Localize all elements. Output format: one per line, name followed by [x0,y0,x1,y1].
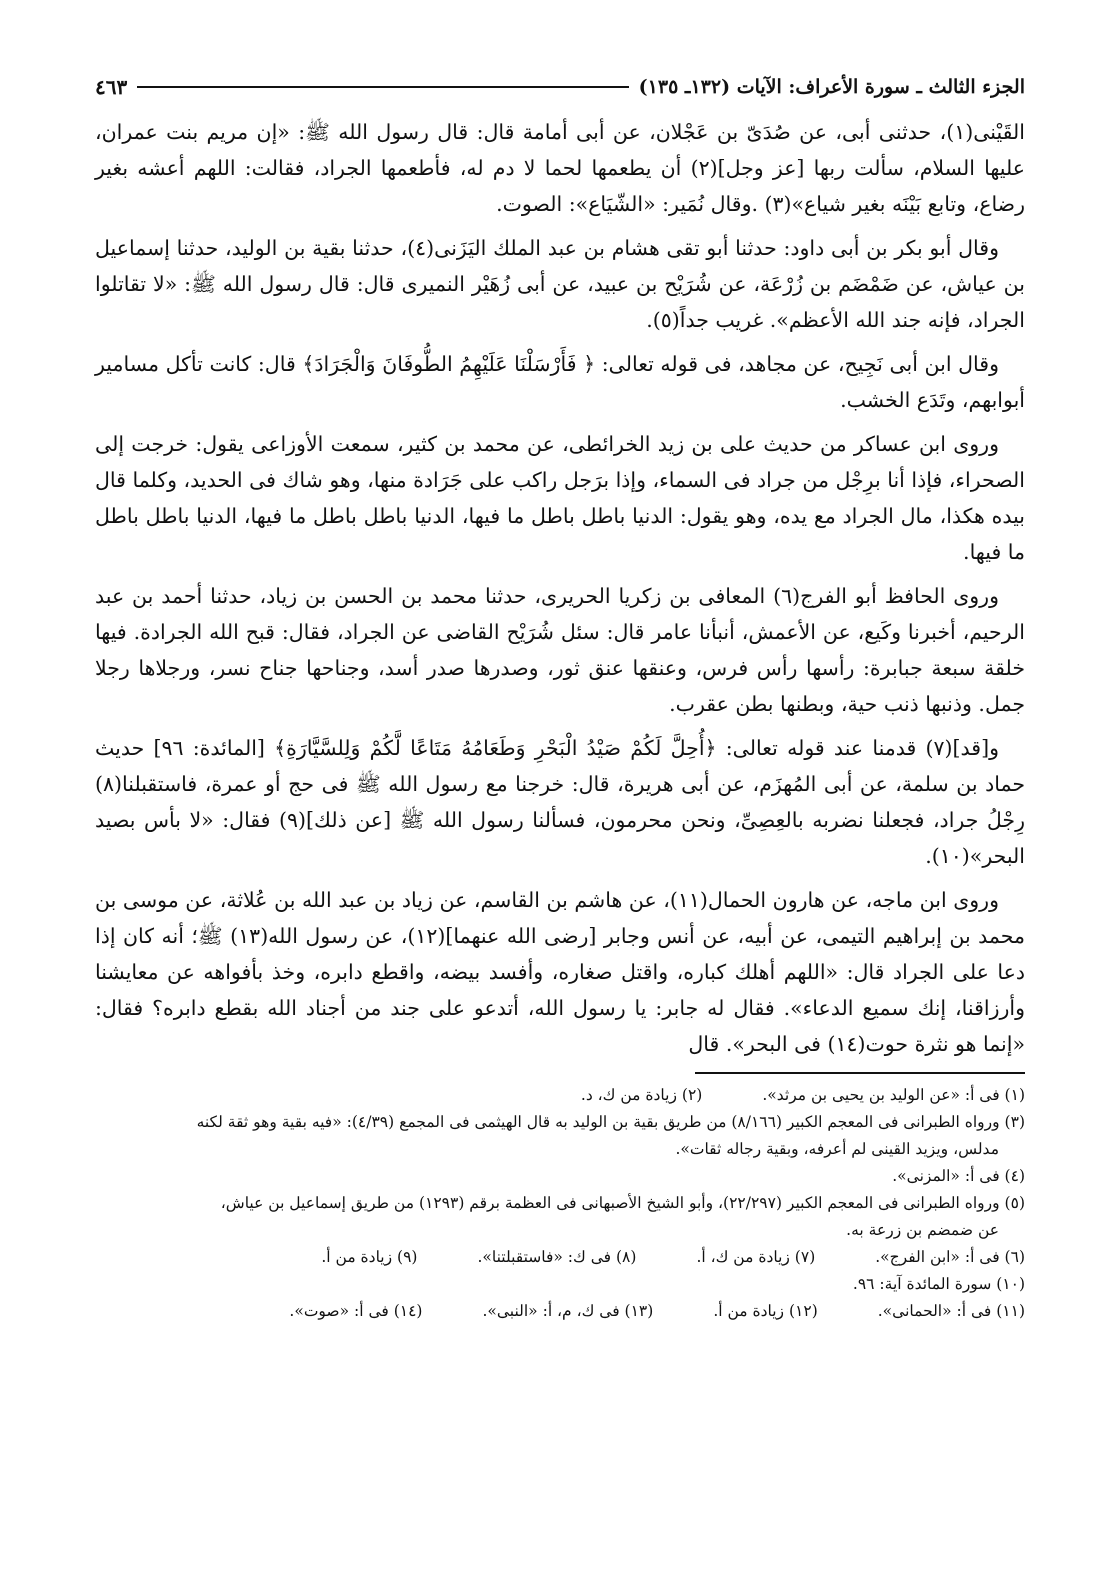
footnote-continuation: عن ضمضم بن زرعة به. [846,1221,999,1239]
paragraph: وروى الحافظ أبو الفرج(٦) المعافى بن زكريا الحريرى، حدثنا محمد بن الحسن بن زياد، حدثنا أحمد بن عبد الرحيم، أخبرنا وكَيع، عن الأعمش، أنبأنا عامر قال: سئل شُرَيْح القاضى عن الجراد، فقال: قبح الله الجرادة. فيها خلقة سبعة جبابرة: رأسها رأس فرس، وعنقها عنق ثور، وصدرها صدر أسد، وجناحها جناح نسر، ورجلاها رجلا جمل. وذنبها ذنب حية، وبطنها بطن عقرب. [95,584,1025,716]
paragraph: القَيْنى(١)، حدثنى أبى، عن صُدَىّ بن عَجْلان، عن أبى أمامة قال: قال رسول الله ﷺ: «إن مريم بنت عمران، عليها السلام، سألت ربها [عز وجل](٢) أن يطعمها لحما لا دم له، فأطعمها الجراد، فقالت: اللهم أعشه بغير رضاع، وتابع بَيْنَه بغير شياع»(٣) .وقال نُمَير: «الشّيَاع»: الصوت. [95,120,1025,216]
footnote: (١٢) زيادة من أ. [713,1302,818,1320]
footnote: (١١) فى أ: «الحمانى». [877,1302,1025,1320]
footnote: (٥) ورواه الطبرانى فى المعجم الكبير (٢٢/٢٩٧)، وأبو الشيخ الأصبهانى فى العظمة برقم (١٢٩٣) من طريق إسماعيل بن عياش، [220,1194,1025,1212]
footnote: (٢) زيادة من ك، د. [580,1086,703,1104]
footnote: (١) فى أ: «عن الوليد بن يحيى بن مرثد». [762,1086,1025,1104]
footnotes [95,1082,1025,1325]
page-number: ٤٦٣ [95,75,128,99]
main-text [95,114,1025,1062]
paragraph: و[قد](٧) قدمنا عند قوله تعالى: ﴿أُحِلَّ لَكُمْ صَيْدُ الْبَحْرِ وَطَعَامُهُ مَتَاعًا لَّكُمْ وَلِلسَّيَّارَةِ﴾ [المائدة: ٩٦] حديث حماد بن سلمة، عن أبى المُهزَم، عن أبى هريرة، قال: خرجنا مع رسول الله ﷺ فى حج أو عمرة، فاستقبلنا(٨) رِجْلُ جراد، فجعلنا نضربه بالعِصِىِّ، ونحن محرمون، فسألنا رسول الله ﷺ [عن ذلك](٩) فقال: «لا بأس بصيد البحر»(١٠). [95,736,1026,868]
footnote-separator [695,1072,1025,1074]
footnote: (٧) زيادة من ك، أ. [696,1248,816,1266]
footnote: (١٠) سورة المائدة آية: ٩٦. [852,1275,1025,1293]
paragraph: وقال أبو بكر بن أبى داود: حدثنا أبو تقى هشام بن عبد الملك اليَزَنى(٤)، حدثنا بقية بن الوليد، حدثنا إسماعيل بن عياش، عن ضَمْضَم بن زُرْعَة، عن شُرَيْح بن عبيد، عن أبى زُهَيْر النميرى قال: قال رسول الله ﷺ: «لا تقاتلوا الجراد، فإنه جند الله الأعظم». غريب جداً(٥). [95,236,1025,332]
footnote-continuation: مدلس، ويزيد القينى لم أعرفه، وبقية رجاله ثقات». [675,1140,999,1158]
running-header [95,70,1025,104]
footnote: (١٤) فى أ: «صوت». [289,1302,423,1320]
footnote: (٩) زيادة من أ. [321,1248,418,1266]
footnote: (٤) فى أ: «المزنى». [892,1167,1025,1185]
paragraph: وروى ابن عساكر من حديث على بن زيد الخرائطى، عن محمد بن كثير، سمعت الأوزاعى يقول: خرجت إلى الصحراء، فإذا أنا برِجْل من جراد فى السماء، وإذا برَجل راكب على جَرَادة منها، وهو شاك فى الحديد، وكلما قال بيده هكذا، مال الجراد مع يده، وهو يقول: الدنيا باطل باطل ما فيها، الدنيا باطل باطل ما فيها، الدنيا باطل باطل ما فيها. [95,432,1025,564]
paragraph: وقال ابن أبى نَجِيح، عن مجاهد، فى قوله تعالى: ﴿ فَأَرْسَلْنَا عَلَيْهِمُ الطُّوفَانَ وَالْجَرَادَ﴾ قال: كانت تأكل مسامير أبوابهم، وتَدَع الخشب. [95,352,1025,412]
book-page [95,70,1025,1325]
footnote-row [95,1298,1025,1325]
footnote: (٨) فى ك: «فاستقبلتنا». [477,1248,637,1266]
footnote: (١٣) فى ك، م، أ: «النبى». [482,1302,654,1320]
footnote-row [95,1244,1025,1271]
footnote-row [95,1082,1025,1109]
header-title: الجزء الثالث ـ سورة الأعراف: الآيات (١٣٢ـ ١٣٥) [638,76,1025,98]
paragraph: وروى ابن ماجه، عن هارون الحمال(١١)، عن هاشم بن القاسم، عن زياد بن عبد الله بن عُلاثة، عن موسى بن محمد بن إبراهيم التيمى، عن أبيه، عن أنس وجابر [رضى الله عنهما](١٢)، عن رسول الله(١٣) ﷺ؛ أنه كان إذا دعا على الجراد قال: «اللهم أهلك كباره، واقتل صغاره، وأفسد بيضه، واقطع دابره، وخذ بأفواهه عن معايشنا وأرزاقنا، إنك سميع الدعاء». فقال له جابر: يا رسول الله، أتدعو على جند من أجناد الله بقطع دابره؟ فقال: «إنما هو نثرة حوت(١٤) فى البحر». قال [95,888,1025,1056]
footnote: (٣) ورواه الطبرانى فى المعجم الكبير (٨/١٦٦) من طريق بقية بن الوليد به قال الهيثمى فى المجمع (٤/٣٩): «فيه بقية وهو ثقة لكنه [196,1113,1025,1131]
header-rule [137,86,628,88]
footnote: (٦) فى أ: «ابن الفرج». [875,1248,1025,1266]
